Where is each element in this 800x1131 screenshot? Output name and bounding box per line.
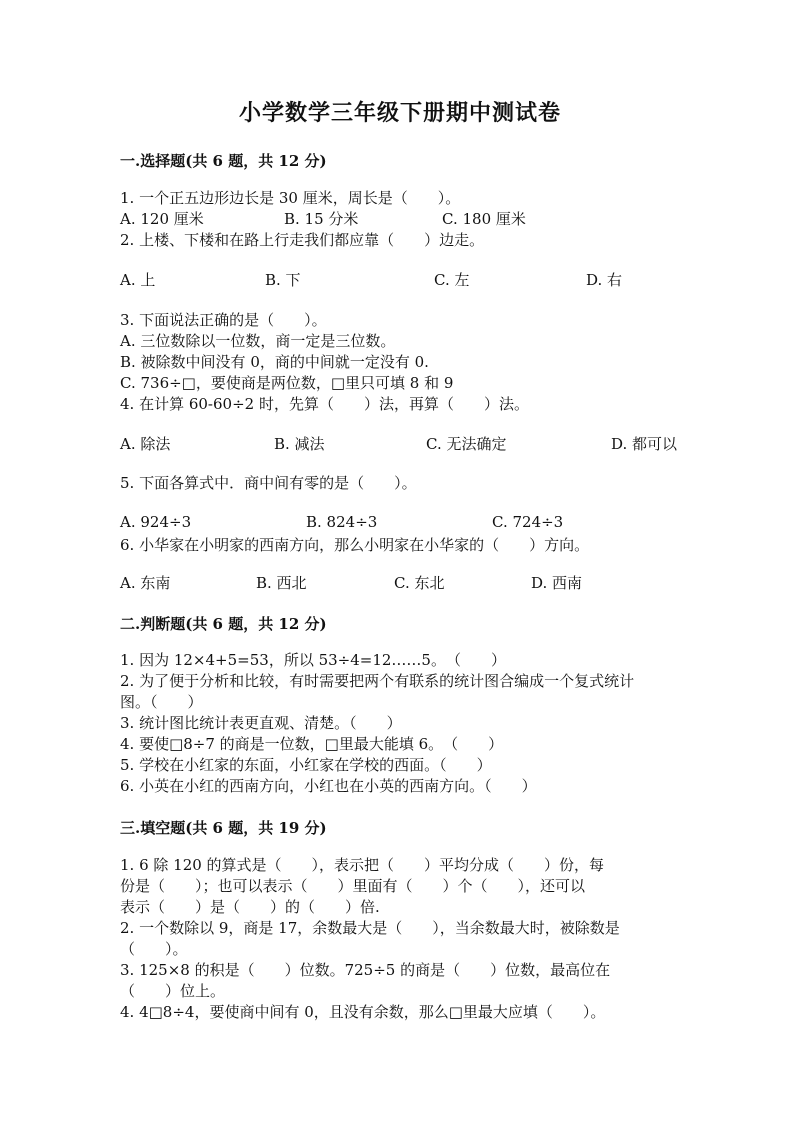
- option-b: B. 西北: [256, 574, 307, 592]
- page-title: 小学数学三年级下册期中测试卷: [238, 100, 561, 126]
- question-text: 2. 上楼、下楼和在路上行走我们都应靠（ ）边走。: [120, 231, 485, 249]
- section-heading-fill-blank: 三.填空题(共 6 题，共 19 分): [120, 819, 327, 837]
- fill-blank-line: （ ）位上。: [120, 982, 226, 1000]
- option-c: C. 180 厘米: [442, 210, 526, 228]
- judgement-line: 1. 因为 12×4+5=53，所以 53÷4=12……5。 （ ）: [120, 651, 506, 669]
- judgement-line: 2. 为了便于分析和比较，有时需要把两个有联系的统计图合编成一个复式统计: [120, 672, 635, 690]
- option-d: D. 西南: [531, 574, 583, 592]
- statement-b: B. 被除数中间没有 0，商的中间就一定没有 0.: [120, 353, 429, 371]
- option-a: A. 上: [120, 271, 156, 289]
- option-a: A. 924÷3: [120, 513, 192, 531]
- question-text: 3. 下面说法正确的是（ ）。: [120, 311, 327, 329]
- fill-blank-line: 4. 4□8÷4，要使商中间有 0，且没有余数，那么□里最大应填（ ）。: [120, 1003, 606, 1021]
- option-d: D. 右: [586, 271, 623, 289]
- option-c: C. 东北: [394, 574, 445, 592]
- statement-c: C. 736÷□，要使商是两位数，□里只可填 8 和 9: [120, 374, 454, 392]
- option-c: C. 左: [434, 271, 470, 289]
- option-d: D. 都可以: [611, 435, 678, 453]
- fill-blank-line: 份是（ ）；也可以表示（ ）里面有（ ）个（ ），还可以: [120, 877, 586, 895]
- statement-a: A. 三位数除以一位数，商一定是三位数。: [120, 332, 396, 350]
- option-a: A. 120 厘米: [120, 210, 204, 228]
- option-b: B. 824÷3: [306, 513, 378, 531]
- fill-blank-line: 3. 125×8 的积是（ ）位数。725÷5 的商是（ ）位数，最高位在: [120, 961, 611, 979]
- question-options: [120, 209, 700, 230]
- fill-blank-line: 表示（ ）是（ ）的（ ）倍.: [120, 898, 380, 916]
- option-a: A. 除法: [120, 435, 171, 453]
- question-text: 6. 小华家在小明家的西南方向，那么小明家在小华家的（ ）方向。: [120, 536, 590, 554]
- option-c: C. 无法确定: [426, 435, 507, 453]
- option-b: B. 下: [265, 271, 301, 289]
- judgement-line: 6. 小英在小红的西南方向，小红也在小英的西南方向。（ ）: [120, 777, 537, 795]
- option-b: B. 减法: [274, 435, 325, 453]
- question-text: 5. 下面各算式中．商中间有零的是（ ）。: [120, 474, 417, 492]
- fill-blank-line: 2. 一个数除以 9，商是 17，余数最大是（ ），当余数最大时，被除数是: [120, 919, 620, 937]
- question-options: [120, 573, 700, 594]
- judgement-line: 图。（ ）: [120, 693, 203, 711]
- question-options: [120, 434, 700, 455]
- question-text: 4. 在计算 60-60÷2 时，先算（ ）法，再算（ ）法。: [120, 395, 529, 413]
- option-b: B. 15 分米: [284, 210, 359, 228]
- section-heading-judgement: 二.判断题(共 6 题，共 12 分): [120, 615, 327, 633]
- option-c: C. 724÷3: [492, 513, 564, 531]
- judgement-line: 5. 学校在小红家的东面，小红家在学校的西面。（ ）: [120, 756, 492, 774]
- question-text: 1. 一个正五边形边长是 30 厘米，周长是（ ）。: [120, 189, 461, 207]
- fill-blank-line: 1. 6 除 120 的算式是（ ），表示把（ ）平均分成（ ）份，每: [120, 856, 605, 874]
- fill-blank-line: （ ）。: [120, 940, 188, 958]
- option-a: A. 东南: [120, 574, 171, 592]
- question-options: [120, 270, 700, 291]
- judgement-line: 4. 要使□8÷7 的商是一位数，□里最大能填 6。 （ ）: [120, 735, 504, 753]
- section-heading-choice: 一.选择题(共 6 题，共 12 分): [120, 152, 327, 170]
- judgement-line: 3. 统计图比统计表更直观、清楚。（ ）: [120, 714, 402, 732]
- question-options: [120, 512, 700, 533]
